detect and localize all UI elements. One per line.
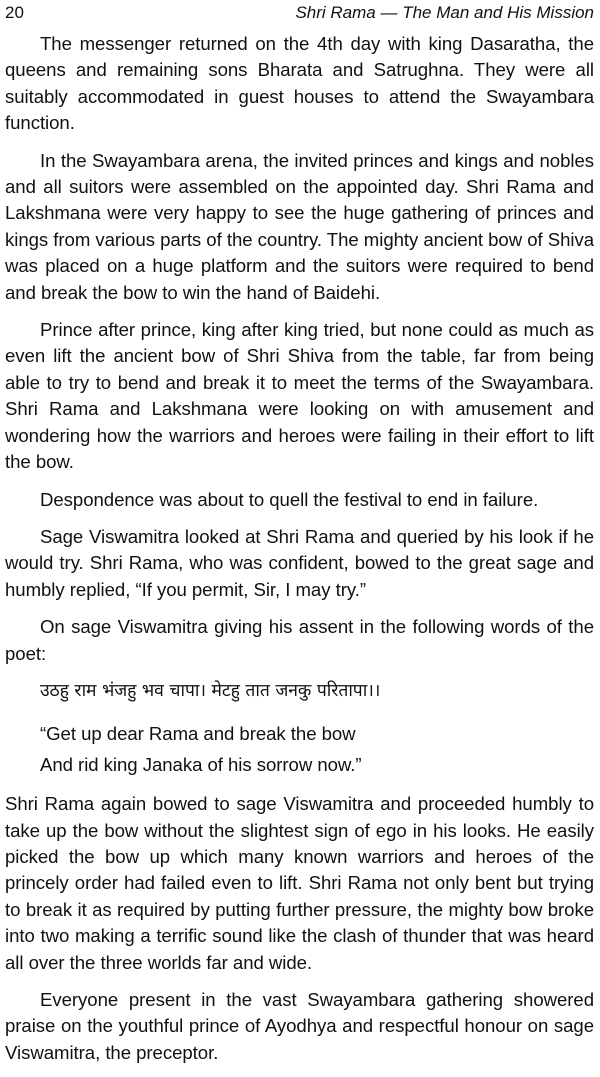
paragraph-despondence: Despondence was about to quell the festival to end in failure. [40,488,539,510]
body-text [5,31,594,1077]
translation-line-1: “Get up dear Rama and break the bow [40,723,356,745]
hindi-verse: उठहु राम भंजहु भव चापा। मेटहु तात जनकु परितापा।। [40,680,381,701]
running-title: Shri Rama — The Man and His Mission [295,3,594,22]
paragraph-assent: On sage Viswamitra giving his assent in the following words of the poet: [5,616,594,664]
paragraph-swayambara-arena: In the Swayambara arena, the invited princes and kings and nobles and all suitors were assembled on the appointed day. Shri Rama and Lakshmana were very happy to see the huge gathering of princes and kings from various parts of the country. The mighty ancient bow of Shiva was placed on a huge platform and the suitors were required to bend and break the bow to win the hand of Baidehi. [5,149,594,303]
paragraph-praise: Everyone present in the vast Swayambara gathering showered praise on the youthful prince of Ayodhya and respectful honour on sage Viswamitra, the preceptor. [5,989,594,1063]
running-head [5,2,594,24]
paragraph-princes-tried: Prince after prince, king after king tried, but none could as much as even lift the ancient bow of Shri Shiva from the table, far from being able to try to bend and break it to meet the terms of the Swayambara. Shri Rama and Lakshmana were looking on with amusement and wondering how the warriors and heroes were failing in their effort to lift the bow. [5,319,594,473]
paragraph-viswamitra-look: Sage Viswamitra looked at Shri Rama and queried by his look if he would try. Shri Rama, who was confident, bowed to the great sage and humbly replied, “If you permit, Sir, I may try.” [5,525,594,600]
paragraph-bow-broke: Shri Rama again bowed to sage Viswamitra and proceeded humbly to take up the bow without the slightest sign of ego in his looks. He easily picked the bow up which many known warriors and heroes of the princely order had failed even to lift. Shri Rama not only bent but trying to break it as required by putting further pressure, the mighty bow broke into two making a terrific sound like the clash of thunder that was heard all over the three worlds far and wide. [5,793,594,973]
paragraph-messenger-returned: The messenger returned on the 4th day with king Dasaratha, the queens and remaining sons Bharata and Satrughna. They were all suitably accommodated in guest houses to attend the Swayambara function. [5,33,594,134]
page-number: 20 [5,3,24,22]
translation-line-2: And rid king Janaka of his sorrow now.” [40,753,362,775]
